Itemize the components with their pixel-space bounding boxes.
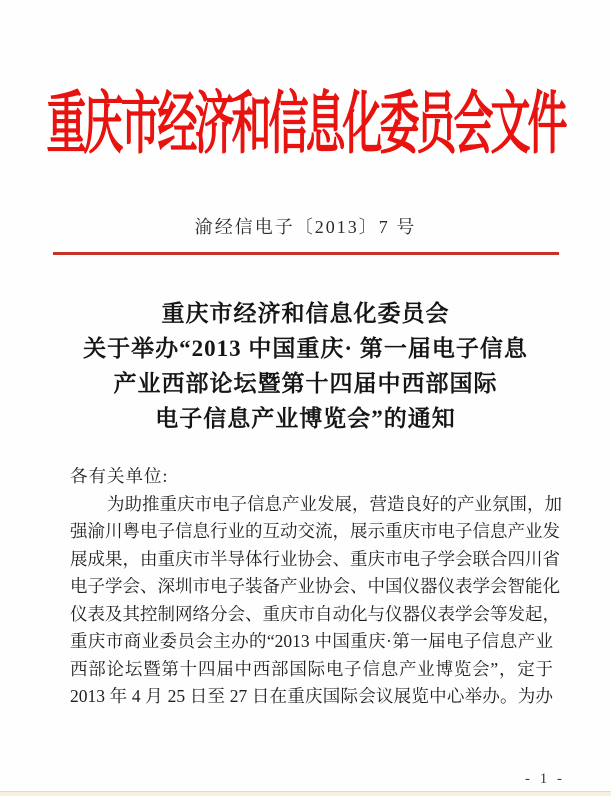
- notice-title-line: 电子信息产业博览会”的通知: [155, 406, 456, 431]
- body-line: 2013 年 4 月 25 日至 27 日在重庆国际会议展览中心举办。为办: [70, 686, 553, 706]
- scan-edge-artifact: [0, 791, 611, 796]
- body-line: 展成果，由重庆市半导体行业协会、重庆市电子学会联合四川省: [70, 548, 560, 569]
- body-line: 电子学会、深圳市电子装备产业协会、中国仪器仪表学会智能化: [70, 576, 560, 596]
- body-line: 西部论坛暨第十四届中西部国际电子信息产业博览会”，定于: [70, 658, 553, 679]
- body-line: 为助推重庆市电子信息产业发展，营造良好的产业氛围，加: [107, 493, 562, 514]
- notice-title-line: 产业西部论坛暨第十四届中西部国际: [113, 371, 498, 396]
- body-line: 强渝川粤电子信息行业的互动交流，展示重庆市电子信息产业发: [70, 521, 560, 541]
- body-line: 重庆市商业委员会主办的“2013 中国重庆·第一届电子信息产业: [70, 631, 553, 651]
- notice-body: [70, 463, 562, 711]
- salutation: 各有关单位:: [70, 466, 169, 486]
- red-divider-line: [53, 252, 559, 255]
- red-letterhead-title: 重庆市经济和信息化委员会文件: [46, 85, 565, 163]
- body-line: 仪表及其控制网络分会、重庆市自动化与仪器仪表学会等发起，: [70, 603, 560, 624]
- notice-title-block: [0, 296, 611, 436]
- notice-title-line: 重庆市经济和信息化委员会: [161, 301, 450, 326]
- document-number: 渝经信电子〔2013〕7 号: [194, 217, 417, 237]
- notice-title-line: 关于举办“2013 中国重庆· 第一届电子信息: [83, 336, 528, 361]
- page-number: - 1 -: [525, 771, 565, 787]
